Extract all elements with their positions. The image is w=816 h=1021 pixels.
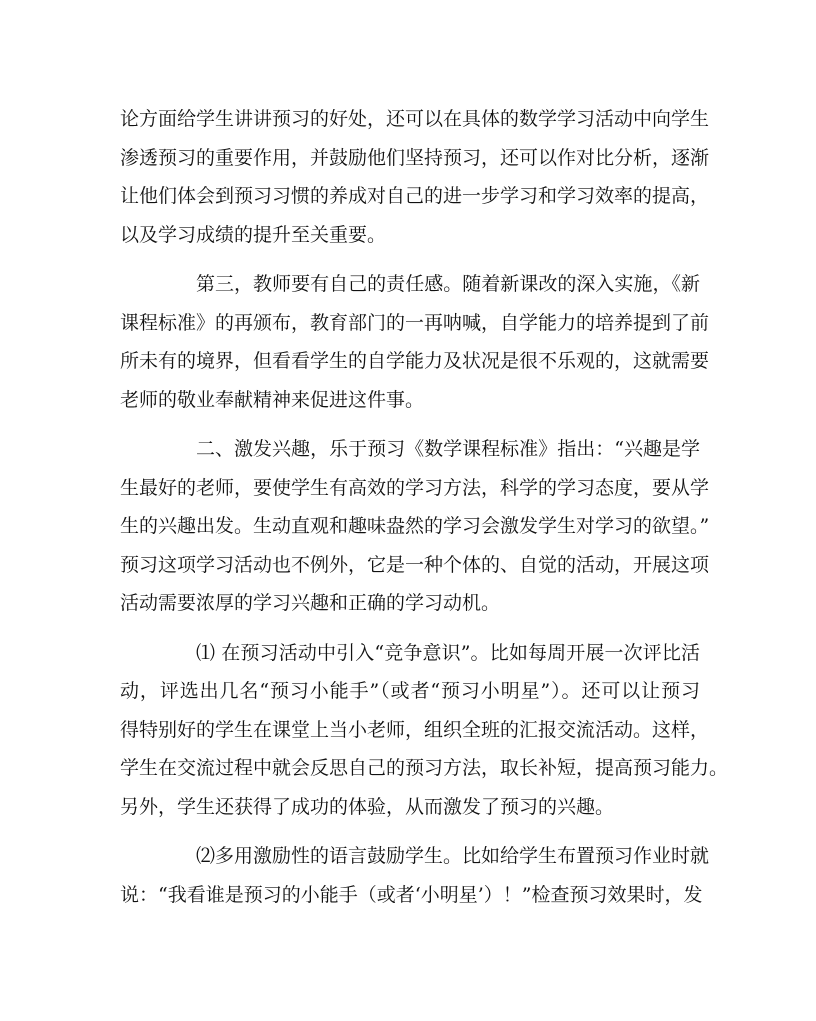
text-line: 老师的敬业奉献精神来促进这件事。: [120, 388, 425, 411]
text-line: 渗透预习的重要作用，并鼓励他们坚持预习，还可以作对比分析，逐渐: [120, 146, 710, 169]
text-line: 得特别好的学生在课堂上当小老师，组织全班的汇报交流活动。这样，: [120, 718, 710, 741]
text-line: ⑴ 在预习活动中引入“竞争意识”。比如每周开展一次评比活: [196, 641, 700, 664]
paragraph-1: [120, 100, 710, 254]
paragraph-3: [120, 430, 710, 623]
paragraph-2: [120, 265, 710, 419]
text-line: 学生在交流过程中就会反思自己的预习方法，取长补短，提高预习能力。: [120, 757, 729, 779]
text-line: 生最好的老师，要使学生有高效的学习方法，科学的学习态度，要从学: [120, 476, 710, 499]
document-body: [120, 100, 729, 914]
text-line: 第三，教师要有自己的责任感。随着新课改的深入实施，《新: [196, 273, 700, 295]
text-line: 课程标准》的再颁布，教育部门的一再呐喊，自学能力的培养提到了前: [120, 311, 710, 334]
paragraph-4: [120, 634, 729, 827]
text-line: 以及学习成绩的提升至关重要。: [120, 223, 387, 246]
text-line: 二、激发兴趣，乐于预习《数学课程标准》指出：“兴趣是学: [196, 438, 700, 460]
text-line: 活动需要浓厚的学习兴趣和正确的学习动机。: [120, 592, 501, 614]
text-line: 另外，学生还获得了成功的体验，从而激发了预习的兴趣。: [120, 795, 615, 818]
text-line: 所未有的境界，但看看学生的自学能力及状况是很不乐观的，这就需要: [120, 350, 710, 372]
text-line: 动，评选出几名“预习小能手”（或者“预习小明星”）。还可以让预习: [120, 680, 700, 702]
paragraph-5: [120, 837, 710, 914]
text-line: 论方面给学生讲讲预习的好处，还可以在具体的数学学习活动中向学生: [120, 108, 710, 130]
text-line: 让他们体会到预习习惯的养成对自己的进一步学习和学习效率的提高，: [120, 185, 710, 207]
text-line: 预习这项学习活动也不例外，它是一种个体的、自觉的活动，开展这项: [120, 553, 710, 576]
text-line: ⑵多用激励性的语言鼓励学生。比如给学生布置预习作业时就: [196, 845, 710, 867]
text-line: 生的兴趣出发。生动直观和趣味盎然的学习会激发学生对学习的欲望。”: [120, 515, 710, 537]
text-line: 说：“我看谁是预习的小能手（或者‘小明星’）！”检查预习效果时，发: [120, 883, 703, 906]
